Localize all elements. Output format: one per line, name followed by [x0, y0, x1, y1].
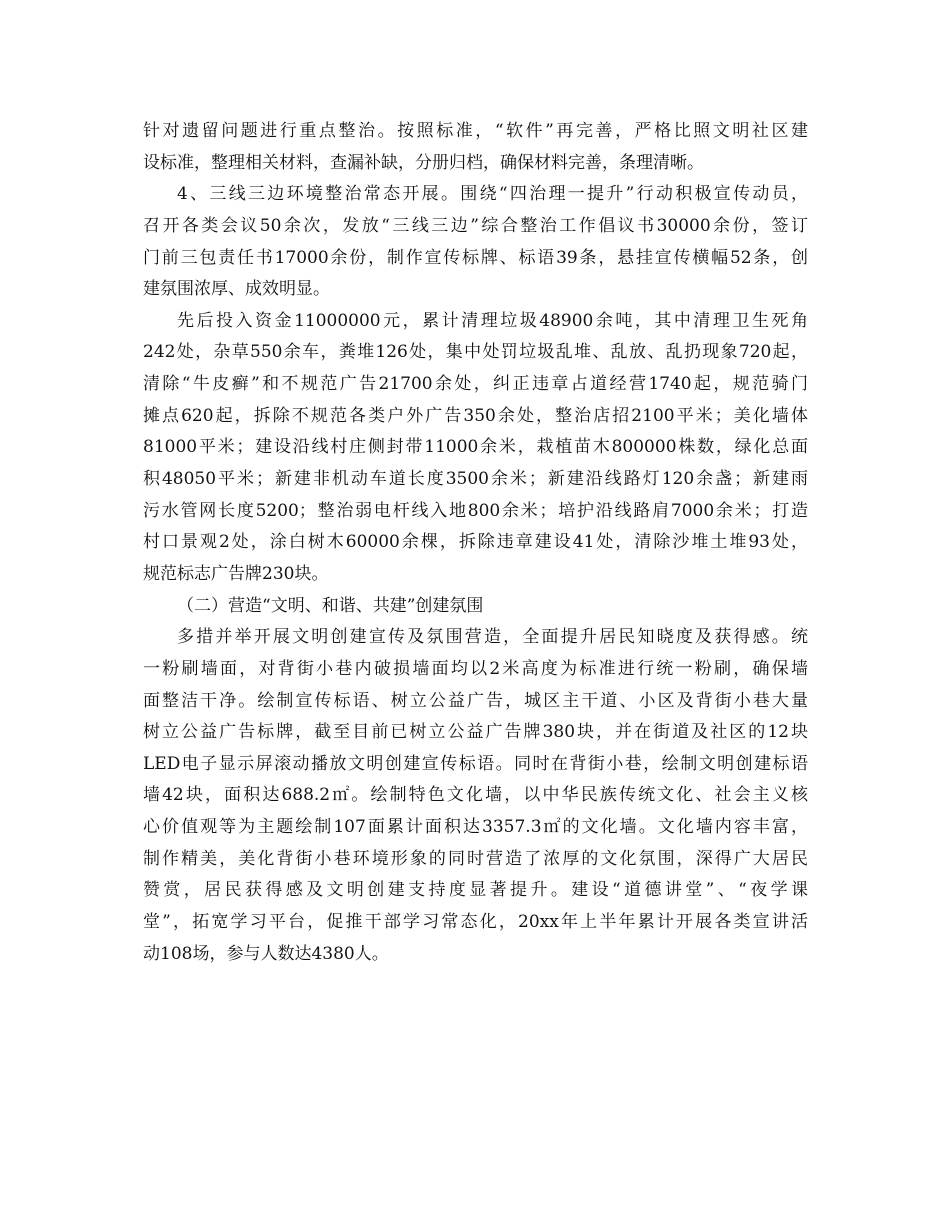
text-line: （二）营造“文明、和谐、共建”创建氛围: [177, 595, 484, 616]
paragraph: [143, 306, 808, 591]
text-line: 设标准，整理相关材料，查漏补缺，分册归档，确保材料完善，条理清晰。: [143, 152, 704, 173]
text-line: 树立公益广告标牌，截至目前已树立公益广告牌380块，并在街道及社区的12块: [143, 722, 808, 743]
text-line: 针对遗留问题进行重点整治。按照标准，“软件”再完善，严格比照文明社区建: [143, 121, 808, 141]
paragraph: [143, 591, 808, 623]
text-line: 建氛围浓厚、成效明显。: [143, 279, 330, 300]
document-body: [143, 116, 808, 970]
text-line: 赞赏，居民获得感及文明创建支持度显著提升。建设“道德讲堂”、“夜学课: [143, 880, 808, 901]
paragraph: [143, 179, 808, 306]
text-line: 清除“牛皮癣”和不规范广告21700余处，纠正违章占道经营1740起，规范骑门: [143, 374, 808, 395]
text-line: 积48050平米；新建非机动车道长度3500余米；新建沿线路灯120余盏；新建雨: [143, 469, 808, 490]
text-line: 81000平米；建设沿线村庄侧封带11000余米，栽植苗木800000株数，绿化总面: [143, 437, 808, 458]
text-line: 召开各类会议50余次，发放“三线三边”综合整治工作倡议书30000余份，签订: [143, 215, 808, 236]
text-line: 村口景观2处，涂白树木60000余棵，拆除违章建设41处，清除沙堆土堆93处，: [143, 532, 808, 553]
text-line: 心价值观等为主题绘制107面累计面积达3357.3㎡的文化墙。文化墙内容丰富，: [143, 817, 808, 838]
text-line: 污水管网长度5200；整治弱电杆线入地800余米；培护沿线路肩7000余米；打造: [143, 500, 808, 521]
text-line: 制作精美，美化背街小巷环境形象的同时营造了浓厚的文化氛围，深得广大居民: [143, 848, 808, 869]
text-line: 墙42块，面积达688.2㎡。绘制特色文化墙，以中华民族传统文化、社会主义核: [143, 785, 808, 806]
text-line: 多措并举开展文明创建宣传及氛围营造，全面提升居民知晓度及获得感。统: [177, 627, 808, 648]
text-line: 摊点620起，拆除不规范各类户外广告350余处，整治店招2100平米；美化墙体: [143, 405, 808, 426]
text-line: LED电子显示屏滚动播放文明创建宣传标语。同时在背街小巷，绘制文明创建标语: [143, 753, 808, 774]
text-line: 规范标志广告牌230块。: [143, 563, 329, 584]
text-line: 堂”，拓宽学习平台，促推干部学习常态化，20xx年上半年累计开展各类宣讲活: [143, 912, 808, 933]
paragraph: [143, 116, 808, 179]
paragraph: [143, 622, 808, 970]
text-line: 242处，杂草550余车，粪堆126处，集中处罚垃圾乱堆、乱放、乱扔现象720起，: [143, 342, 808, 363]
text-line: 4、三线三边环境整治常态开展。围绕“四治理一提升”行动积极宣传动员，: [177, 184, 808, 205]
text-line: 动108场，参与人数达4380人。: [143, 943, 389, 964]
text-line: 面整洁干净。绘制宣传标语、树立公益广告，城区主干道、小区及背街小巷大量: [143, 690, 808, 711]
text-line: 先后投入资金11000000元，累计清理垃圾48900余吨，其中清理卫生死角: [177, 310, 808, 331]
text-line: 门前三包责任书17000余份，制作宣传标牌、标语39条，悬挂宣传横幅52条，创: [143, 247, 808, 268]
text-line: 一粉刷墙面，对背街小巷内破损墙面均以2米高度为标准进行统一粉刷，确保墙: [143, 658, 808, 679]
